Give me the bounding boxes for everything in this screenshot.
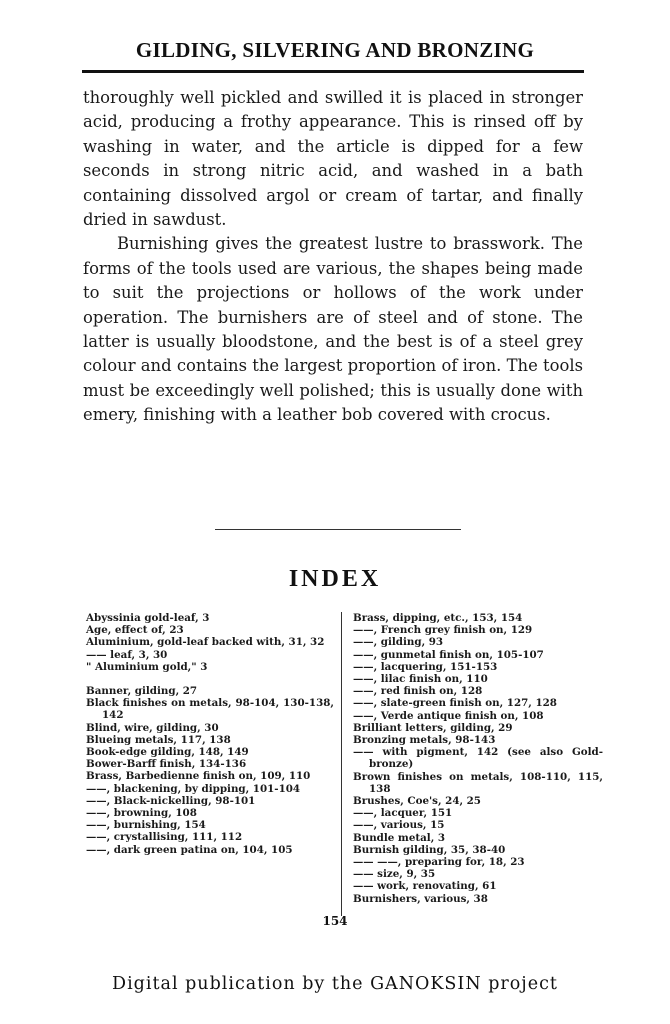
- index-title: INDEX: [288, 566, 382, 592]
- index-right-column: [353, 612, 603, 905]
- index-entry: —— with pigment, 142 (see also Gold-bronze): [353, 746, 603, 771]
- paragraph: thoroughly well pickled and swilled it is placed in stronger acid, producing a frothy appearance. This is rinsed off by washing in water, and the article is dipped for a few seconds in strong nitric acid, and washed in a bath containing dissolved argol or cream of tartar, and finally dried in sawdust.: [83, 88, 583, 230]
- paragraph: Burnishing gives the greatest lustre to brasswork. The forms of the tools used are various, the shapes being made to suit the projections or hollows of the work under operation. The burnishers are of steel and of stone. The latter is usually bloodstone, and the best is of a steel grey colour and contains the largest proportion of iron. The tools must be exceedingly well polished; this is usually done with emery, finishing with a leather bob covered with crocus.: [83, 234, 583, 425]
- index-left-column: [86, 612, 334, 856]
- index-entry: ——, red finish on, 128: [353, 685, 483, 698]
- index-entry: —— size, 9, 35: [353, 868, 436, 881]
- index-entry: ——, browning, 108: [86, 807, 197, 820]
- publication-footer: Digital publication by the GANOKSIN project: [112, 974, 558, 994]
- index-entry: Abyssinia gold-leaf, 3: [86, 612, 210, 624]
- running-header-title: GILDING, SILVERING AND BRONZING: [135, 38, 535, 62]
- index-entry: ——, slate-green finish on, 127, 128: [353, 697, 557, 710]
- index-entry: Bower-Barff finish, 134-136: [86, 758, 247, 771]
- page-number: 154: [322, 914, 348, 928]
- index-entry: Blind, wire, gilding, 30: [86, 721, 219, 734]
- index-entry: Brilliant letters, gilding, 29: [353, 721, 513, 734]
- index-entry: ——, burnishing, 154: [86, 819, 206, 832]
- index-entry: ——, gilding, 93: [353, 636, 444, 649]
- index-entry: Banner, gilding, 27: [86, 685, 198, 698]
- index-entry: —— ——, preparing for, 18, 23: [353, 856, 525, 869]
- index-entry: ——, gunmetal finish on, 105-107: [353, 648, 544, 661]
- index-entry: ——, lilac finish on, 110: [353, 673, 488, 686]
- index-gap: [86, 673, 334, 685]
- index-entry: ——, crystallising, 111, 112: [86, 831, 243, 844]
- index-entry: Blueing metals, 117, 138: [86, 733, 231, 746]
- index-entry: ——, lacquering, 151-153: [353, 660, 498, 673]
- index-entry: ——, French grey finish on, 129: [353, 624, 533, 637]
- index-entry: ——, lacquer, 151: [353, 807, 453, 820]
- header-rule: [82, 70, 584, 73]
- index-entry: —— work, renovating, 61: [353, 880, 497, 893]
- section-separator: [215, 529, 461, 530]
- index-entry: " Aluminium gold," 3: [86, 660, 208, 673]
- index-entry: ——, dark green patina on, 104, 105: [86, 843, 293, 856]
- index-entry: ——, Verde antique finish on, 108: [353, 709, 544, 722]
- body-text: [83, 86, 583, 428]
- index-entry: ——, Black-nickelling, 98-101: [86, 794, 256, 807]
- index-entry: Book-edge gilding, 148, 149: [86, 746, 249, 759]
- index-entry: Brass, Barbedienne finish on, 109, 110: [86, 770, 311, 783]
- index-entry: Brown finishes on metals, 108-110, 115, 138: [353, 770, 603, 795]
- index-entry: —— leaf, 3, 30: [86, 648, 168, 661]
- index-entry: Black finishes on metals, 98-104, 130-138, 142: [86, 697, 334, 722]
- index-entry: Burnish gilding, 35, 38-40: [353, 843, 506, 856]
- index-entry: ——, blackening, by dipping, 101-104: [86, 782, 301, 795]
- index-entry: Burnishers, various, 38: [353, 892, 488, 905]
- column-divider: [341, 612, 342, 916]
- index-entry: Brass, dipping, etc., 153, 154: [353, 612, 523, 624]
- index-entry: Age, effect of, 23: [86, 624, 184, 637]
- index-entry: ——, various, 15: [353, 819, 445, 832]
- index-entry: Brushes, Coe's, 24, 25: [353, 795, 481, 808]
- index-entry: Bundle metal, 3: [353, 831, 446, 844]
- index-entry: Bronzing metals, 98-143: [353, 734, 496, 747]
- index-entry: Aluminium, gold-leaf backed with, 31, 32: [86, 636, 325, 649]
